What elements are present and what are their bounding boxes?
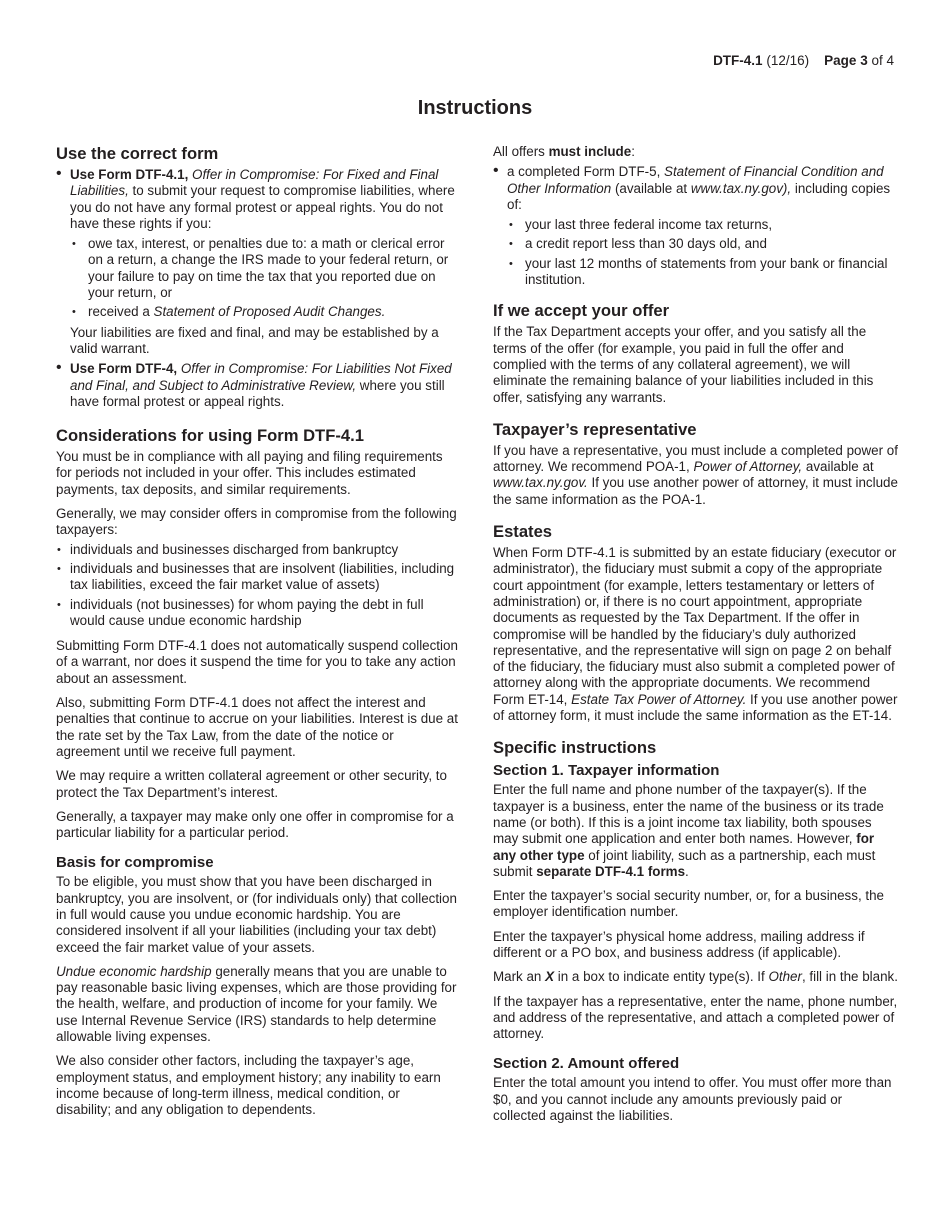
sub-list [70,236,458,320]
paragraph: Enter the taxpayer’s physical home address, mailing address if different or a PO box, and business address (if applicable). [493,928,865,960]
paragraph: You must be in compliance with all paying and filing requirements for periods not included in your offer. This includes estimated payments, tax deposits, and similar requirements. [56,449,443,497]
list-item: • Use Form DTF-4.1, Offer in Compromise: For Fixed and Final Liabilities, to submit your request to compromise liabilities, where you do not have any formal protest or appeal rights. You do not have these rights if you: • owe tax, interest, or penalties due to: a math or clerical error on a return, a change the IRS made to your federal return, or your failure to pay on time the tax that you reported due on your return, or • received a Statement of Proposed Audit Changes. Your liabilities are fixed and final, and may be established by a valid warrant. [56,167,458,357]
paragraph: Also, submitting Form DTF-4.1 does not affect the interest and penalties that continue to accrue on your liabilities. Interest is due at the rate set by the Tax Law, from the date of the notice or agreement until we receive full payment. [56,695,458,759]
page-header [713,53,894,68]
page-number: 3 [860,53,868,68]
list-item: • a completed Form DTF-5, Statement of Financial Condition and Other Information (available at www.tax.ny.gov), including copies of: • your last three federal income tax returns, • a credit report less than 30 days old, and • your last 12 months of statements from your bank or financial institution. [493,164,898,288]
paragraph: Generally, a taxpayer may make only one offer in compromise for a particular liability for a particular period. [56,808,454,841]
paragraph: We also consider other factors, including the taxpayer’s age, employment status, and employment history; any inability to earn income because of long-term illness, medical condition, or disability; and any obligation to dependents. [56,1053,441,1118]
page-word: Page [824,53,857,68]
paragraph: When Form DTF-4.1 is submitted by an estate fiduciary (executor or administrator), the fiduciary must submit a copy of the appropriate court appointment (for example, letters testamentary or letters of administration) or, if there is no court appointment, appropriate documents as requested by the Tax Department. If the offer in compromise will be handled by the fiduciary’s duly authorized representative, and the representative will sign on page 2 on behalf of the fiduciary, the fiduciary must also submit a completed power of attorney along with the appropriate documents. We recommend Form ET-14, Estate Tax Power of Attorney. If you use another power of attorney form, it must include the same information as the ET-14. [493,545,898,724]
heading-considerations: Considerations for using Form DTF-4.1 [56,426,364,446]
list-item: • individuals and businesses that are insolvent (liabilities, including tax liabilities, exceed the fair market value of assets) [56,561,458,594]
heading-use-correct-form: Use the correct form [56,144,219,163]
fixed-final-note: Your liabilities are fixed and final, and may be established by a valid warrant. [70,324,439,356]
paragraph: Generally, we may consider offers in compromise from the following taxpayers: [56,506,457,538]
offer-requirements-list [493,164,898,288]
heading-representative: Taxpayer’s representative [493,419,697,439]
paragraph: Submitting Form DTF-4.1 does not automatically suspend collection of a warrant, nor does it suspend the time for you to take any action about an assessment. [56,638,458,686]
heading-specific-instructions: Specific instructions [493,738,657,758]
paragraph: If the taxpayer has a representative, enter the name, phone number, and address of the representative, and attach a completed power of attorney. [493,993,898,1042]
paragraph: If you have a representative, you must include a completed power of attorney. We recommend POA-1, Power of Attorney, available at www.tax.ny.gov. If you use another power of attorney, it must include the same information as the POA-1. [493,442,898,507]
heading-basis: Basis for compromise [56,854,214,872]
paragraph: Enter the taxpayer’s social security number, or, for a business, the employer identification number. [493,888,885,920]
list-item: • individuals (not businesses) for whom paying the debt in full would cause undue economic hardship [56,597,458,630]
list-item: • individuals and businesses discharged from bankruptcy [56,542,458,558]
heading-section-2: Section 2. Amount offered [493,1055,680,1073]
sub-list-item: • your last three federal income tax returns, [507,217,898,233]
sub-list-item: • received a Statement of Proposed Audit Changes. [70,304,458,320]
sub-list-item: • a credit report less than 30 days old, and [507,236,898,252]
list-item: • Use Form DTF-4, Offer in Compromise: For Liabilities Not Fixed and Final, and Subject to Administrative Review, where you still have formal protest or appeal rights. [56,361,458,410]
paragraph: To be eligible, you must show that you have been discharged in bankruptcy, you are insolvent, or (for individuals only) that collection in full would cause you undue economic hardship. You are considered insolvent if all your liabilities (including your tax debt) exceed the fair market value of your assets. [56,874,457,955]
paragraph: If the Tax Department accepts your offer, and you satisfy all the terms of the offer (for example, you paid in full the offer and complied with the terms of any collateral agreement), we will eliminate the remaining balance of your liabilities included in this offer, satisfying any warrants. [493,324,874,405]
taxpayer-type-list [56,542,458,629]
offers-intro: All offers must include: [493,144,635,159]
paragraph: Enter the full name and phone number of the taxpayer(s). If the taxpayer is a business, enter the name of the business or its trade name (or both). If this is a joint income tax liability, both spouses may submit one application and enter both names. However, for any other type of joint liability, such as a partnership, each must submit separate DTF-4.1 forms. [493,782,884,879]
heading-section-1: Section 1. Taxpayer information [493,762,720,780]
heading-accept-offer: If we accept your offer [493,301,670,321]
form-number: DTF-4.1 [713,53,763,68]
sub-list [507,217,898,288]
left-column [56,144,458,1127]
sub-list-item: • your last 12 months of statements from your bank or financial institution. [507,256,898,289]
form-choice-list [56,167,458,410]
heading-estates: Estates [493,522,553,542]
right-column [493,144,898,1132]
paragraph: We may require a written collateral agreement or other security, to protect the Tax Department’s interest. [56,768,447,800]
paragraph: Undue economic hardship generally means that you are unable to pay reasonable basic living expenses, which are those providing for the health, welfare, and production of income for your family. We use Internal Revenue Service (IRS) standards to help determine allowable living expenses. [56,963,457,1045]
paragraph: Enter the total amount you intend to offer. You must offer more than $0, and you cannot include any amounts previously paid or collected against the liabilities. [493,1075,892,1124]
form-revision: (12/16) [766,53,810,68]
page-title: Instructions [417,97,533,119]
page-total: of 4 [871,53,894,68]
sub-list-item: • owe tax, interest, or penalties due to: a math or clerical error on a return, a change the IRS made to your federal return, or your failure to pay on time the tax that you reported due on your return, or [70,236,458,301]
paragraph: Mark an X in a box to indicate entity type(s). If Other, fill in the blank. [493,969,898,985]
